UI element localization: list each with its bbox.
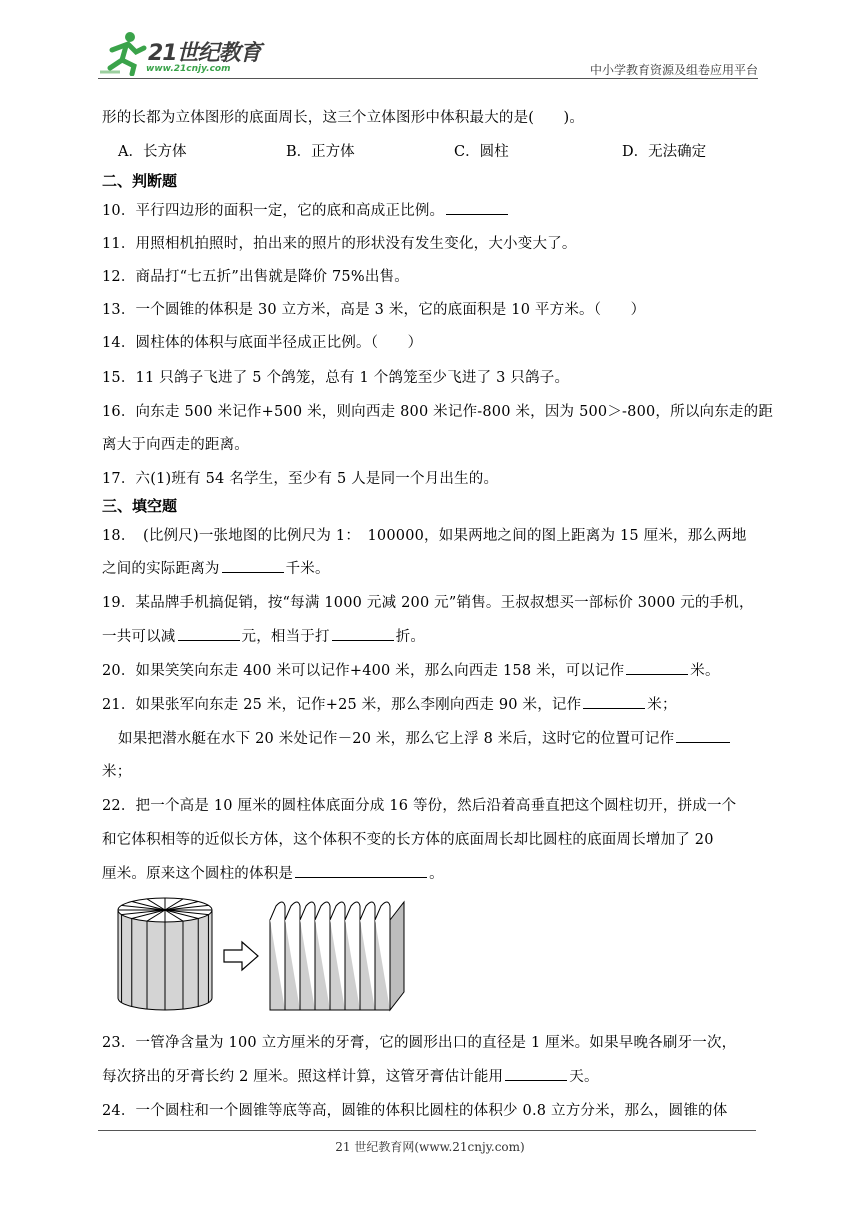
q23-text: 每次挤出的牙膏长约 2 厘米。照这样计算，这管牙膏估计能用	[102, 1069, 504, 1085]
q10-blank	[446, 200, 508, 215]
q21-text-2: 如果把潜水艇在水下 20 米处记作－20 米，那么它上浮 8 米后，这时它的位置可记作	[118, 731, 675, 747]
q9-option-c: C．圆柱	[454, 144, 509, 160]
q22-line1: 22．把一个高是 10 厘米的圆柱体底面分成 16 等份，然后沿着高垂直把这个圆柱切开，拼成一个	[102, 798, 737, 814]
q12: 12．商品打“七五折”出售就是降价 75%出售。	[102, 269, 409, 285]
q23-blank	[505, 1066, 567, 1081]
q19-line1: 19．某品牌手机搞促销，按“每满 1000 元减 200 元”销售。王叔叔想买一部标价 3000 元的手机，	[102, 595, 754, 611]
q19-text-b: 元，相当于打	[241, 629, 330, 645]
q23-line2	[102, 1065, 599, 1086]
q22-end: 。	[429, 866, 444, 882]
q20	[102, 659, 720, 680]
header-slogan: 中小学教育资源及组卷应用平台	[589, 63, 758, 77]
q22-line2: 和它体积相等的近似长方体，这个体积不变的长方体的底面周长却比圆柱的底面周长增加了 20	[102, 832, 714, 848]
q9-option-b: B．正方体	[286, 144, 355, 160]
q9-option-d: D．无法确定	[622, 144, 707, 160]
q9-option-a: A．长方体	[118, 144, 187, 160]
q21-line2	[118, 727, 732, 748]
page-header	[98, 28, 758, 80]
q11: 11．用照相机拍照时，拍出来的照片的形状没有发生变化，大小变大了。	[102, 236, 577, 252]
q22-text: 厘米。原来这个圆柱的体积是	[102, 866, 294, 882]
header-divider	[98, 78, 758, 79]
q18-text: 之间的实际距离为	[102, 561, 220, 577]
footer-divider	[98, 1130, 756, 1131]
q19-blank-1	[178, 626, 240, 641]
section-fill-title: 三、填空题	[102, 497, 178, 515]
q16-line1: 16．向东走 500 米记作+500 米，则向西走 800 米记作-800 米，因为 500＞-800，所以向东走的距	[102, 404, 774, 420]
q19-text-a: 一共可以减	[102, 629, 176, 645]
q14: 14．圆柱体的体积与底面半径成正比例。（ ）	[102, 335, 423, 351]
page-footer: 21 世纪教育网(www.21cnjy.com)	[335, 1140, 525, 1154]
q18-unit: 千米。	[285, 561, 330, 577]
q21-line1	[102, 693, 677, 714]
q9-text: 形的长都为立体图形的底面周长，这三个立体图形中体积最大的是( )。	[102, 110, 585, 126]
q10-text: 10．平行四边形的面积一定，它的底和高成正比例。	[102, 203, 445, 219]
q17: 17．六(1)班有 54 名学生，至少有 5 人是同一个月出生的。	[102, 471, 499, 487]
q21-blank-2	[676, 728, 730, 743]
q19-text-c: 折。	[395, 629, 426, 645]
section-judgement-title: 二、判断题	[102, 172, 178, 190]
q18-line2	[102, 557, 330, 578]
q10	[102, 199, 510, 220]
site-logo	[98, 28, 268, 78]
q19-blank-2	[332, 626, 394, 641]
q22-blank	[295, 863, 427, 878]
q19-line2	[102, 625, 425, 646]
cylinder-diagram	[118, 898, 212, 1010]
q21-text: 21．如果张军向东走 25 米，记作+25 米，那么李刚向西走 90 米，记作	[102, 697, 582, 713]
logo-url: www.21cnjy.com	[146, 64, 231, 74]
cuboid-diagram	[270, 902, 404, 1010]
q21-unit: 米；	[647, 697, 677, 713]
q21-blank-1	[583, 694, 645, 709]
cylinder-to-cuboid-figure	[112, 890, 412, 1020]
logo-text: 21世纪教育	[148, 41, 261, 66]
q20-blank	[626, 660, 688, 675]
q15: 15．11 只鸽子飞进了 5 个鸽笼，总有 1 个鸽笼至少飞进了 3 只鸽子。	[102, 370, 570, 386]
arrow-right-icon	[224, 942, 258, 970]
q20-unit: 米。	[690, 663, 720, 679]
q22-line3	[102, 862, 444, 883]
q18-line1: 18． (比例尺)一张地图的比例尺为 1： 100000，如果两地之间的图上距离为 15 厘米，那么两地	[102, 528, 747, 544]
q23-unit: 天。	[569, 1069, 599, 1085]
q23-line1: 23．一管净含量为 100 立方厘米的牙膏，它的圆形出口的直径是 1 厘米。如果早晚各刷牙一次，	[102, 1035, 737, 1051]
q21-line3: 米；	[102, 764, 132, 780]
q20-text: 20．如果笑笑向东走 400 米可以记作+400 米，那么向西走 158 米，可以记作	[102, 663, 625, 679]
q18-blank	[222, 558, 284, 573]
q24-line1: 24．一个圆柱和一个圆锥等底等高，圆锥的体积比圆柱的体积少 0.8 立方分米，那么，圆锥的体	[102, 1103, 728, 1119]
q13: 13．一个圆锥的体积是 30 立方米，高是 3 米，它的底面积是 10 平方米。（ ）	[102, 302, 646, 318]
q16-line2: 离大于向西走的距离。	[102, 437, 249, 453]
runner-logo-icon	[98, 28, 148, 76]
